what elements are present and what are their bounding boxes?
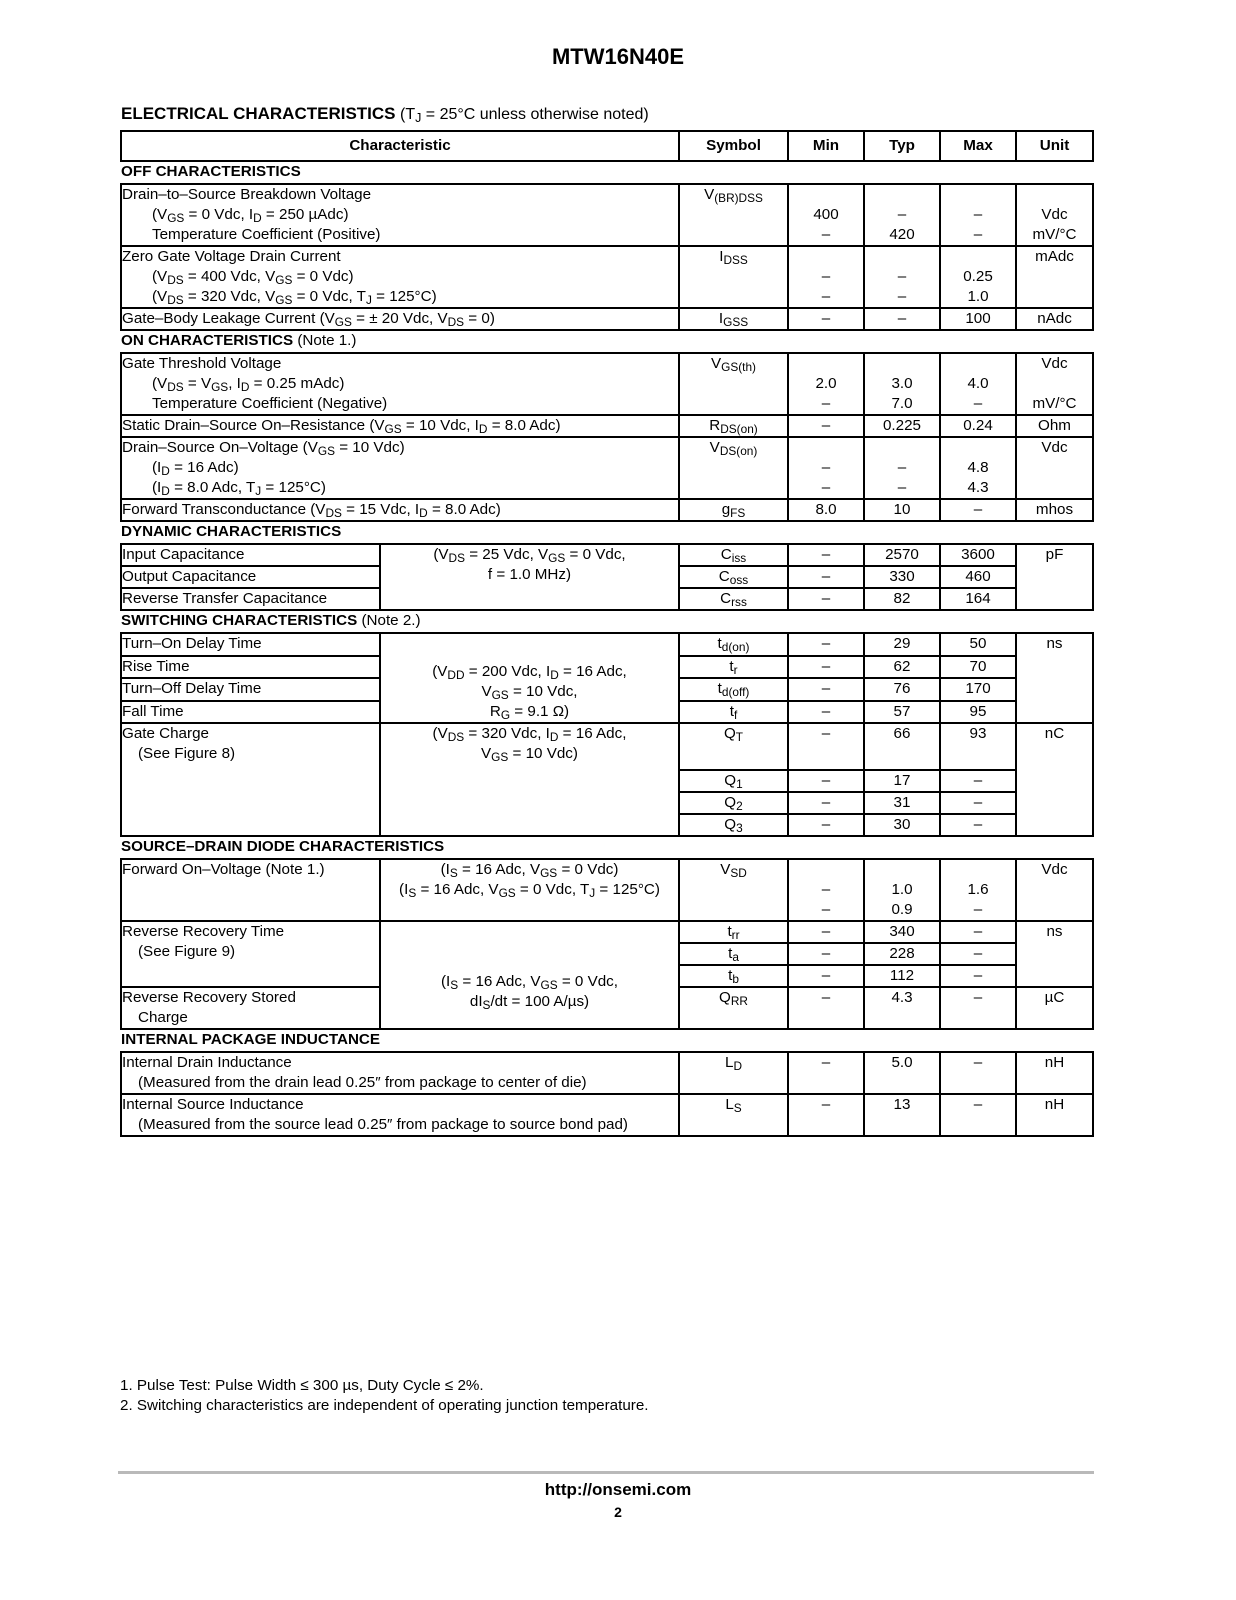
typ-cell: 2570 bbox=[864, 544, 940, 566]
max-cell: – bbox=[940, 965, 1016, 987]
min-cell: – bbox=[788, 1094, 864, 1136]
typ-cell: 29 bbox=[864, 633, 940, 656]
unit-cell: pF bbox=[1016, 544, 1093, 610]
table-row bbox=[121, 353, 1093, 415]
characteristic-cell: Turn–On Delay Time bbox=[121, 633, 380, 656]
max-cell: – bbox=[940, 792, 1016, 814]
unit-cell: nC bbox=[1016, 723, 1093, 836]
characteristic-cell: Output Capacitance bbox=[121, 566, 380, 588]
typ-cell: 76 bbox=[864, 678, 940, 701]
typ-cell: 31 bbox=[864, 792, 940, 814]
unit-cell: Vdc bbox=[1016, 437, 1093, 499]
test-condition: Temperature Coefficient (Negative) bbox=[152, 395, 388, 412]
test-condition: ($V_{DS} = 320$ Vdc, $V_{GS} = 0$ Vdc, $T_J = 125^\circ C$) bbox=[152, 288, 437, 307]
section-dynamic-characteristics: DYNAMIC CHARACTERISTICS bbox=[121, 523, 342, 540]
unit-cell: µC bbox=[1016, 987, 1093, 1029]
test-condition-cell: ($I_S = 16$ Adc, $V_{GS} = 0$ Vdc, $dI_S/dt = 100$ A/µs) bbox=[380, 921, 679, 1029]
max-cell: 50 bbox=[940, 633, 1016, 656]
min-cell: – bbox=[788, 566, 864, 588]
col-header-typ: Typ bbox=[864, 131, 940, 161]
typ-cell: – bbox=[864, 308, 940, 330]
symbol-cell: $C_{rss}$ bbox=[679, 588, 788, 610]
symbol-cell: $I_{DSS}$ bbox=[679, 246, 788, 308]
test-condition: (See Figure 8) bbox=[138, 745, 236, 762]
typ-cell: – – bbox=[864, 437, 940, 499]
test-condition: (Measured from the drain lead 0.25″ from package to center of die) bbox=[138, 1074, 587, 1091]
max-cell: 164 bbox=[940, 588, 1016, 610]
max-cell: 93 bbox=[940, 723, 1016, 770]
unit-cell: mAdc bbox=[1016, 246, 1093, 308]
min-cell: – bbox=[788, 656, 864, 679]
typ-cell: – 420 bbox=[864, 184, 940, 246]
col-header-min: Min bbox=[788, 131, 864, 161]
test-condition: ($I_D = 8.0$ Adc, $T_J = 125^\circ C$) bbox=[152, 479, 326, 498]
max-cell: – bbox=[940, 987, 1016, 1029]
table-row bbox=[121, 1094, 1093, 1136]
max-cell: – bbox=[940, 921, 1016, 943]
symbol-cell: $L_D$ bbox=[679, 1052, 788, 1094]
symbol-cell: $Q_2$ bbox=[679, 792, 788, 814]
max-cell: 170 bbox=[940, 678, 1016, 701]
typ-cell: 10 bbox=[864, 499, 940, 521]
min-cell: – bbox=[788, 1052, 864, 1094]
min-cell: – – bbox=[788, 437, 864, 499]
characteristic-cell bbox=[121, 987, 380, 1029]
footnote-2: 2. Switching characteristics are independent of operating junction temperature. bbox=[120, 1397, 649, 1414]
characteristic-label: Internal Source Inductance bbox=[122, 1096, 304, 1113]
max-cell: – – bbox=[940, 184, 1016, 246]
typ-cell: 112 bbox=[864, 965, 940, 987]
characteristic-cell: Input Capacitance bbox=[121, 544, 380, 566]
symbol-cell: $L_S$ bbox=[679, 1094, 788, 1136]
test-condition: Temperature Coefficient (Positive) bbox=[152, 226, 381, 243]
section-on-characteristics: ON CHARACTERISTICS (Note 1.) bbox=[121, 332, 357, 349]
test-condition-cell: ($V_{DS} = 320$ Vdc, $I_D = 16$ Adc, $V_{GS} = 10$ Vdc) bbox=[380, 723, 679, 836]
table-row bbox=[121, 1052, 1093, 1094]
characteristic-label: Reverse Recovery Stored bbox=[122, 989, 296, 1006]
symbol-cell: $V_{GS(th)}$ bbox=[679, 353, 788, 415]
min-cell: – bbox=[788, 814, 864, 836]
characteristic-label: Internal Drain Inductance bbox=[122, 1054, 292, 1071]
symbol-cell: $t_{rr}$ bbox=[679, 921, 788, 943]
max-cell: – bbox=[940, 770, 1016, 792]
test-condition-cell: ($I_S = 16$ Adc, $V_{GS} = 0$ Vdc) ($I_S = 16$ Adc, $V_{GS} = 0$ Vdc, $T_J = 125^\circ C$) bbox=[380, 859, 679, 921]
col-header-unit: Unit bbox=[1016, 131, 1093, 161]
characteristic-cell bbox=[121, 353, 679, 415]
min-cell: – bbox=[788, 308, 864, 330]
min-cell: – bbox=[788, 633, 864, 656]
symbol-cell: $V_{DS(on)}$ bbox=[679, 437, 788, 499]
max-cell: – bbox=[940, 499, 1016, 521]
symbol-cell: $t_{d(on)}$ bbox=[679, 633, 788, 656]
characteristic-cell bbox=[121, 921, 380, 987]
max-cell: – bbox=[940, 1052, 1016, 1094]
min-cell: – bbox=[788, 588, 864, 610]
max-cell: 460 bbox=[940, 566, 1016, 588]
max-cell: – bbox=[940, 1094, 1016, 1136]
unit-cell: Ohm bbox=[1016, 415, 1093, 437]
min-cell: – bbox=[788, 987, 864, 1029]
characteristic-cell: Reverse Transfer Capacitance bbox=[121, 588, 380, 610]
footer-divider bbox=[118, 1471, 1094, 1474]
symbol-cell: $Q_{RR}$ bbox=[679, 987, 788, 1029]
typ-cell: 1.0 0.9 bbox=[864, 859, 940, 921]
symbol-cell: $g_{FS}$ bbox=[679, 499, 788, 521]
typ-cell: 82 bbox=[864, 588, 940, 610]
test-condition: ($V_{DS} = V_{GS}$, $I_D = 0.25$ mAdc) bbox=[152, 375, 345, 394]
unit-cell: ns bbox=[1016, 633, 1093, 723]
max-cell: – bbox=[940, 814, 1016, 836]
table-heading bbox=[121, 104, 649, 124]
min-cell: 8.0 bbox=[788, 499, 864, 521]
table-heading-note: ($T_J = 25^\circ C$ unless otherwise noted) bbox=[399, 106, 649, 126]
unit-cell: ns bbox=[1016, 921, 1093, 987]
test-condition: (Measured from the source lead 0.25″ from package to source bond pad) bbox=[138, 1116, 628, 1133]
section-switching-characteristics: SWITCHING CHARACTERISTICS (Note 2.) bbox=[121, 612, 421, 629]
characteristic-cell bbox=[121, 723, 380, 836]
min-cell: – bbox=[788, 544, 864, 566]
typ-cell: 340 bbox=[864, 921, 940, 943]
min-cell: – bbox=[788, 792, 864, 814]
test-condition: ($I_D = 16$ Adc) bbox=[152, 459, 239, 478]
min-cell: – bbox=[788, 770, 864, 792]
section-off-characteristics: OFF CHARACTERISTICS bbox=[121, 163, 301, 180]
typ-cell: 13 bbox=[864, 1094, 940, 1136]
section-internal-package-inductance: INTERNAL PACKAGE INDUCTANCE bbox=[121, 1031, 381, 1048]
unit-cell: nAdc bbox=[1016, 308, 1093, 330]
symbol-cell: $t_f$ bbox=[679, 701, 788, 724]
col-header-symbol: Symbol bbox=[679, 131, 788, 161]
symbol-cell: $Q_1$ bbox=[679, 770, 788, 792]
unit-cell: mhos bbox=[1016, 499, 1093, 521]
typ-cell: – – bbox=[864, 246, 940, 308]
col-header-characteristic: Characteristic bbox=[121, 131, 679, 161]
min-cell: – bbox=[788, 678, 864, 701]
test-condition-cell: ($V_{DS} = 25$ Vdc, $V_{GS} = 0$ Vdc, f = 1.0 MHz) bbox=[380, 544, 679, 610]
characteristic-cell: Gate–Body Leakage Current ($V_{GS}$ = ± 20 Vdc, $V_{DS} = 0$) bbox=[121, 308, 679, 330]
min-cell: 400 – bbox=[788, 184, 864, 246]
table-row bbox=[121, 544, 1093, 566]
table-row bbox=[121, 308, 1093, 330]
unit-cell: Vdc mV/°C bbox=[1016, 353, 1093, 415]
max-cell: 70 bbox=[940, 656, 1016, 679]
max-cell: 3600 bbox=[940, 544, 1016, 566]
unit-cell: nH bbox=[1016, 1094, 1093, 1136]
typ-cell: 62 bbox=[864, 656, 940, 679]
characteristic-label: Gate Charge bbox=[122, 725, 209, 742]
section-source-drain-diode: SOURCE–DRAIN DIODE CHARACTERISTICS bbox=[121, 838, 445, 855]
col-header-max: Max bbox=[940, 131, 1016, 161]
symbol-cell: $I_{GSS}$ bbox=[679, 308, 788, 330]
test-condition: ($V_{DS} = 400$ Vdc, $V_{GS} = 0$ Vdc) bbox=[152, 268, 354, 287]
symbol-cell: $V_{(BR)DSS}$ bbox=[679, 184, 788, 246]
characteristic-cell: Fall Time bbox=[121, 701, 380, 724]
symbol-cell: $C_{oss}$ bbox=[679, 566, 788, 588]
footnotes bbox=[120, 1376, 649, 1416]
table-row bbox=[121, 921, 1093, 943]
symbol-cell: $t_{d(off)}$ bbox=[679, 678, 788, 701]
min-cell: – bbox=[788, 965, 864, 987]
characteristic-cell: Forward On–Voltage (Note 1.) bbox=[121, 859, 380, 921]
symbol-cell: $t_r$ bbox=[679, 656, 788, 679]
footnote-1: 1. Pulse Test: Pulse Width ≤ 300 µs, Duty Cycle ≤ 2%. bbox=[120, 1377, 484, 1394]
max-cell: 0.25 1.0 bbox=[940, 246, 1016, 308]
max-cell: 4.8 4.3 bbox=[940, 437, 1016, 499]
min-cell: – bbox=[788, 723, 864, 770]
characteristic-cell bbox=[121, 437, 679, 499]
max-cell: 100 bbox=[940, 308, 1016, 330]
characteristic-cell bbox=[121, 1094, 679, 1136]
typ-cell: 0.225 bbox=[864, 415, 940, 437]
unit-cell: nH bbox=[1016, 1052, 1093, 1094]
characteristic-cell bbox=[121, 246, 679, 308]
symbol-cell: $V_{SD}$ bbox=[679, 859, 788, 921]
table-row bbox=[121, 499, 1093, 521]
table-row bbox=[121, 723, 1093, 770]
characteristic-cell: Turn–Off Delay Time bbox=[121, 678, 380, 701]
max-cell: 1.6 – bbox=[940, 859, 1016, 921]
table-row bbox=[121, 633, 1093, 656]
characteristic-cell bbox=[121, 1052, 679, 1094]
typ-cell: 5.0 bbox=[864, 1052, 940, 1094]
characteristic-cell bbox=[121, 184, 679, 246]
unit-cell: Vdc bbox=[1016, 859, 1093, 921]
max-cell: – bbox=[940, 943, 1016, 965]
min-cell: 2.0 – bbox=[788, 353, 864, 415]
typ-cell: 30 bbox=[864, 814, 940, 836]
symbol-cell: $Q_T$ bbox=[679, 723, 788, 770]
typ-cell: 17 bbox=[864, 770, 940, 792]
unit-cell: Vdc mV/°C bbox=[1016, 184, 1093, 246]
symbol-cell: $C_{iss}$ bbox=[679, 544, 788, 566]
table-heading-title: ELECTRICAL CHARACTERISTICS bbox=[121, 104, 396, 123]
characteristic-label: Charge bbox=[138, 1009, 188, 1026]
characteristic-cell: Forward Transconductance ($V_{DS} = 15$ Vdc, $I_D = 8.0$ Adc) bbox=[121, 499, 679, 521]
min-cell: – bbox=[788, 701, 864, 724]
typ-cell: 330 bbox=[864, 566, 940, 588]
characteristic-label: Zero Gate Voltage Drain Current bbox=[122, 248, 341, 265]
test-condition: (See Figure 9) bbox=[138, 943, 236, 960]
symbol-cell: $t_a$ bbox=[679, 943, 788, 965]
min-cell: – bbox=[788, 415, 864, 437]
max-cell: 4.0 – bbox=[940, 353, 1016, 415]
test-condition-cell: ($V_{DD} = 200$ Vdc, $I_D = 16$ Adc, $V_{GS} = 10$ Vdc, $R_G = 9.1$ Ω) bbox=[380, 633, 679, 723]
page-number: 2 bbox=[614, 1504, 622, 1520]
typ-cell: 228 bbox=[864, 943, 940, 965]
min-cell: – – bbox=[788, 246, 864, 308]
min-cell: – – bbox=[788, 859, 864, 921]
table-row bbox=[121, 415, 1093, 437]
symbol-cell: $t_b$ bbox=[679, 965, 788, 987]
typ-cell: 66 bbox=[864, 723, 940, 770]
typ-cell: 57 bbox=[864, 701, 940, 724]
max-cell: 95 bbox=[940, 701, 1016, 724]
typ-cell: 3.0 7.0 bbox=[864, 353, 940, 415]
footer-url-link[interactable]: http://onsemi.com bbox=[544, 1480, 692, 1499]
min-cell: – bbox=[788, 943, 864, 965]
characteristic-label: Drain–Source On–Voltage ($V_{GS} = 10$ Vdc) bbox=[122, 439, 405, 458]
table-row bbox=[121, 859, 1093, 921]
max-cell: 0.24 bbox=[940, 415, 1016, 437]
symbol-cell: $Q_3$ bbox=[679, 814, 788, 836]
electrical-characteristics-table bbox=[120, 130, 1094, 1137]
table-row bbox=[121, 437, 1093, 499]
test-condition: ($V_{GS} = 0$ Vdc, $I_D = 250$ µAdc) bbox=[152, 206, 349, 225]
characteristic-label: Drain–to–Source Breakdown Voltage bbox=[122, 186, 372, 203]
table-row bbox=[121, 184, 1093, 246]
table-header-row bbox=[121, 131, 1093, 161]
min-cell: – bbox=[788, 921, 864, 943]
characteristic-label: Gate Threshold Voltage bbox=[122, 355, 282, 372]
document-title: MTW16N40E bbox=[551, 44, 685, 69]
typ-cell: 4.3 bbox=[864, 987, 940, 1029]
symbol-cell: $R_{DS(on)}$ bbox=[679, 415, 788, 437]
table-row bbox=[121, 246, 1093, 308]
characteristic-label: Reverse Recovery Time bbox=[122, 923, 285, 940]
characteristic-cell: Rise Time bbox=[121, 656, 380, 679]
characteristic-cell: Static Drain–Source On–Resistance ($V_{GS} = 10$ Vdc, $I_D = 8.0$ Adc) bbox=[121, 415, 679, 437]
